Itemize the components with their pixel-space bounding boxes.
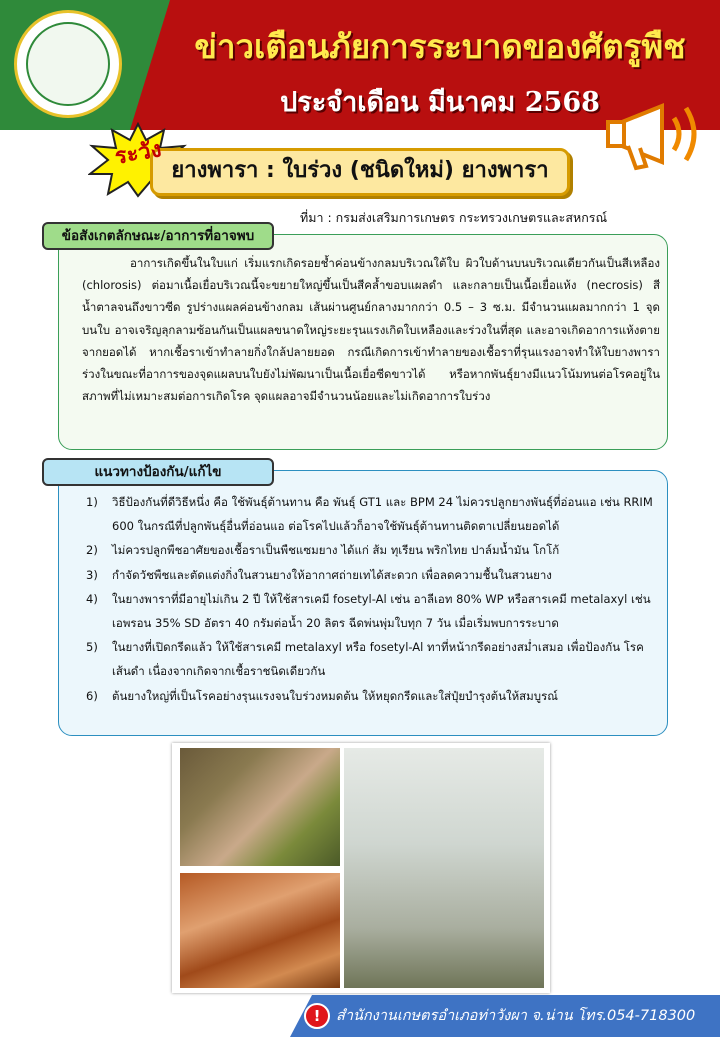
fallen-leaves-photo — [180, 873, 340, 988]
leaf-symptom-photo — [180, 748, 340, 866]
item-text: ไม่ควรปลูกพืชอาศัยของเชื้อราเป็นพืชแซมยาง ได้แก่ ส้ม ทุเรียน พริกไทย ปาล์มน้ำมัน โกโก้ — [112, 543, 560, 558]
alert-icon: ! — [304, 1003, 330, 1029]
seal-inner-ring — [26, 22, 110, 106]
list-item — [80, 684, 654, 708]
list-item — [80, 538, 654, 562]
footer-contact: สำนักงานเกษตรอำเภอท่าวังผา จ.น่าน โทร.054-718300 — [336, 1008, 696, 1024]
source-credit: ที่มา : กรมส่งเสริมการเกษตร กระทรวงเกษตรและสหกรณ์ — [300, 210, 608, 225]
warning-badge: ระวัง — [112, 137, 164, 170]
megaphone-icon — [600, 86, 715, 181]
symptoms-text: อาการเกิดขึ้นในใบแก่ เริ่มแรกเกิดรอยช้ำค่อนข้างกลมบริเวณใต้ใบ ผิวใบด้านบนบริเวณเดียวกันเป็นสีเหลือง (chlorosis) ต่อมาเนื้อเยื่อบริเวณนี้จะขยายใหญ่ขึ้นเป็นสีคล้ำขอบแผลดำ และกลายเป็นเนื้อเยื่อแห้ง (necrosis) สีน้ำตาลจนถึงขาวซีด รูปร่างแผลค่อนข้างกลม เส้นผ่านศูนย์กลางมากกว่า 0.5 – 3 ซ.ม. มีจำนวนแผลมากกว่า 1 จุด บนใบ อาจเจริญลุกลามซ้อนกันเป็นแผลขนาดใหญ่ระยะรุนแรงเกิดใบเหลืองและร่วงในที่สุด และอาจเกิดอาการแห้งตายจากยอดได้ หากเชื้อราเข้าทำลายกิ่งใกล้ปลายยอด กรณีเกิดการเข้าทำลายของเชื้อราที่รุนแรงอาจทำให้ใบยางพาราร่วงในขณะที่อาการของจุดแผลบนใบยังไม่พัฒนาเป็นเนื้อเยื่อซีดขาวได้ หรือหากพันธุ์ยางมีแนวโน้มทนต่อโรคอยู่ในสภาพที่ไม่เหมาะสมต่อการเกิดโรค จุดแผลอาจมีจำนวนน้อยและไม่เกิดอาการใบร่วง — [82, 256, 660, 404]
item-text: วิธีป้องกันที่ดีวิธีหนึ่ง คือ ใช้พันธุ์ต้านทาน คือ พันธุ์ GT1 และ BPM 24 ไม่ควรปลูกยางพันธุ์ที่อ่อนแอ เช่น RRIM 600 ในกรณีที่ปลูกพันธุ์อื่นที่อ่อนแอ ต่อโรคไปแล้วก็อาจใช้พันธุ์ต้านทานติดตาเปลี่ยนยอดได้ — [112, 495, 653, 534]
alert-headline: ยางพารา : ใบร่วง (ชนิดใหม่) ยางพารา — [150, 148, 570, 196]
list-item — [80, 490, 654, 538]
list-item — [80, 635, 654, 683]
list-item — [80, 563, 654, 587]
prevention-list — [80, 490, 654, 708]
item-number: 2) — [86, 543, 98, 558]
symptoms-heading: ข้อสังเกตลักษณะ/อาการที่อาจพบ — [42, 222, 274, 250]
item-text: กำจัดวัชพืชและตัดแต่งกิ่งในสวนยางให้อากาศถ่ายเทได้สะดวก เพื่อลดความชื้นในสวนยาง — [112, 567, 552, 582]
item-text: ในยางพาราที่มีอายุไม่เกิน 2 ปี ให้ใช้สารเคมี fosetyl-Al เช่น อาลีเอท 80% WP หรือสารเคมี metalaxyl เช่น เอพรอน 35% SD อัตรา 40 กรัมต่อน้ำ 20 ลิตร ฉีดพ่นพุ่มใบทุก 7 วัน เมื่อเริ่มพบการระบาด — [112, 591, 651, 631]
item-number: 1) — [86, 495, 98, 509]
defoliated-plantation-photo — [344, 748, 544, 988]
item-number: 3) — [86, 567, 98, 582]
item-number: 4) — [86, 591, 98, 606]
list-item — [80, 587, 654, 635]
item-number: 5) — [86, 640, 98, 655]
page-title: ข่าวเตือนภัยการระบาดของศัตรูพืช — [194, 27, 686, 66]
prevention-heading: แนวทางป้องกัน/แก้ไข — [42, 458, 274, 486]
item-text: ในยางที่เปิดกรีดแล้ว ให้ใช้สารเคมี metalaxyl หรือ fosetyl-Al ทาที่หน้ากรีดอย่างสม่ำเสมอ เพื่อป้องกัน โรคเส้นดำ เนื่องจากเกิดจากเชื้อราชนิดเดียวกัน — [112, 640, 644, 679]
department-seal-icon — [14, 10, 122, 118]
item-number: 6) — [86, 688, 98, 703]
page-subtitle: ประจำเดือน มีนาคม 2568 — [280, 87, 600, 118]
item-text: ต้นยางใหญ่ที่เป็นโรคอย่างรุนแรงจนใบร่วงหมดต้น ให้หยุดกรีดและใส่ปุ๋ยบำรุงต้นให้สมบูรณ์ — [112, 688, 558, 703]
